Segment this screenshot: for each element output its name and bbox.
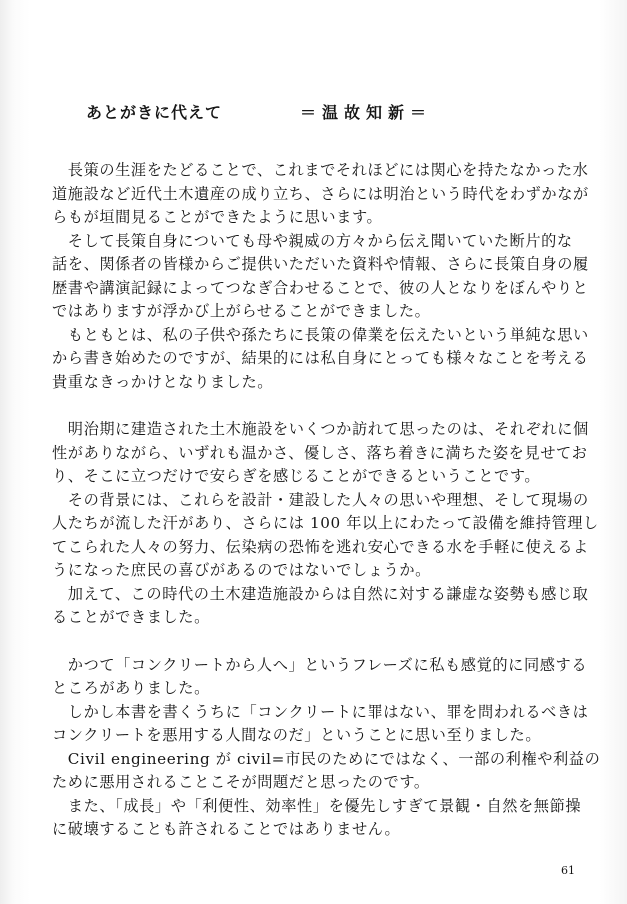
text-line: 歴書や講演記録によってつなぎ合わせることで、彼の人となりをぼんやりと: [52, 278, 589, 297]
section: [52, 654, 601, 842]
text-line: 長策の生涯をたどることで、これまでそれほどには関心を持たなかった水: [52, 161, 589, 179]
text-line: 話を、関係者の皆様からご提供いただいた資料や情報、さらに長策自身の履: [52, 255, 589, 273]
text-line: かつて「コンクリートから人へ」というフレーズに私も感覚的に同感する: [52, 655, 588, 674]
text-line: らもが垣間見ることができたように思います。: [52, 208, 383, 226]
text-line: から書き始めたのですが、結果的には私自身にとっても様々なことを考える: [52, 349, 589, 367]
paragraph: [52, 418, 589, 489]
text-line: 人たちが流した汗があり、さらには 100 年以上にわたって設備を維持管理し: [52, 514, 599, 532]
section-gap: [52, 630, 562, 654]
text-line: に破壊することも許されることではありません。: [52, 820, 401, 838]
paragraph: [52, 701, 589, 748]
text-line: 貴重なきっかけとなりました。: [52, 372, 274, 391]
text-line: ではありますが浮かび上がらせることができました。: [52, 302, 431, 320]
text-line: ために悪用されることこそが問題だと思ったのです。: [52, 773, 430, 791]
page-number: 61: [561, 864, 575, 877]
paragraph: [52, 654, 588, 701]
text-line: 道施設など近代土木遺産の成り立ち、さらには明治という時代をわずかなが: [52, 184, 589, 203]
paragraph: [52, 230, 589, 324]
section: [52, 418, 599, 630]
paragraph: [52, 795, 582, 842]
text-line: うになった庶民の喜びがあるのではないでしょうか。: [52, 561, 431, 579]
text-line: そして長策自身についても母や親威の方々から伝え聞いていた断片的な: [52, 231, 573, 250]
text-line: Civil engineering が civil=市民のためにではなく、一部の利権や利益の: [52, 749, 601, 768]
heading-motto: ＝温故知新＝: [300, 103, 433, 122]
paragraph: [52, 748, 601, 795]
text-line: 明治期に建造された土木施設をいくつか訪れて思ったのは、それぞれに個: [52, 420, 589, 438]
text-line: ところがありました。: [52, 679, 210, 697]
body-text: [52, 159, 601, 842]
text-line: しかし本書を書くうちに「コンクリートに罪はない、罪を問われるべきは: [52, 702, 589, 721]
text-line: 加えて、この時代の土木建造施設からは自然に対する謙虚な姿勢も感じ取: [52, 584, 589, 603]
paragraph: [52, 583, 589, 630]
paragraph: [52, 489, 599, 583]
section-gap: [52, 394, 562, 418]
text-line: その背景には、これらを設計・建設した人々の思いや理想、そして現場の: [52, 490, 589, 509]
paragraph: [52, 324, 589, 395]
heading-title: あとがきに代えて: [86, 103, 223, 122]
text-line: コンクリートを悪用する人間なのだ」ということに思い至りました。: [52, 726, 542, 744]
text-line: 性がありながら、いずれも温かさ、優しさ、落ち着きに満ちた姿を見せてお: [52, 443, 588, 462]
text-line: また、「成長」や「利便性、効率性」を優先しすぎて景観・自然を無節操: [52, 796, 582, 815]
text-line: てこられた人々の努力、伝染病の恐怖を逃れ安心できる水を手軽に使えるよ: [52, 537, 589, 556]
text-line: ることができました。: [52, 608, 210, 626]
text-line: り、そこに立つだけで安らぎを感じることができるということです。: [52, 467, 541, 485]
text-line: もともとは、私の子供や孫たちに長策の偉業を伝えたいという単純な思い: [52, 325, 589, 344]
section: [52, 159, 589, 394]
heading: [86, 100, 586, 126]
paragraph: [52, 159, 589, 230]
